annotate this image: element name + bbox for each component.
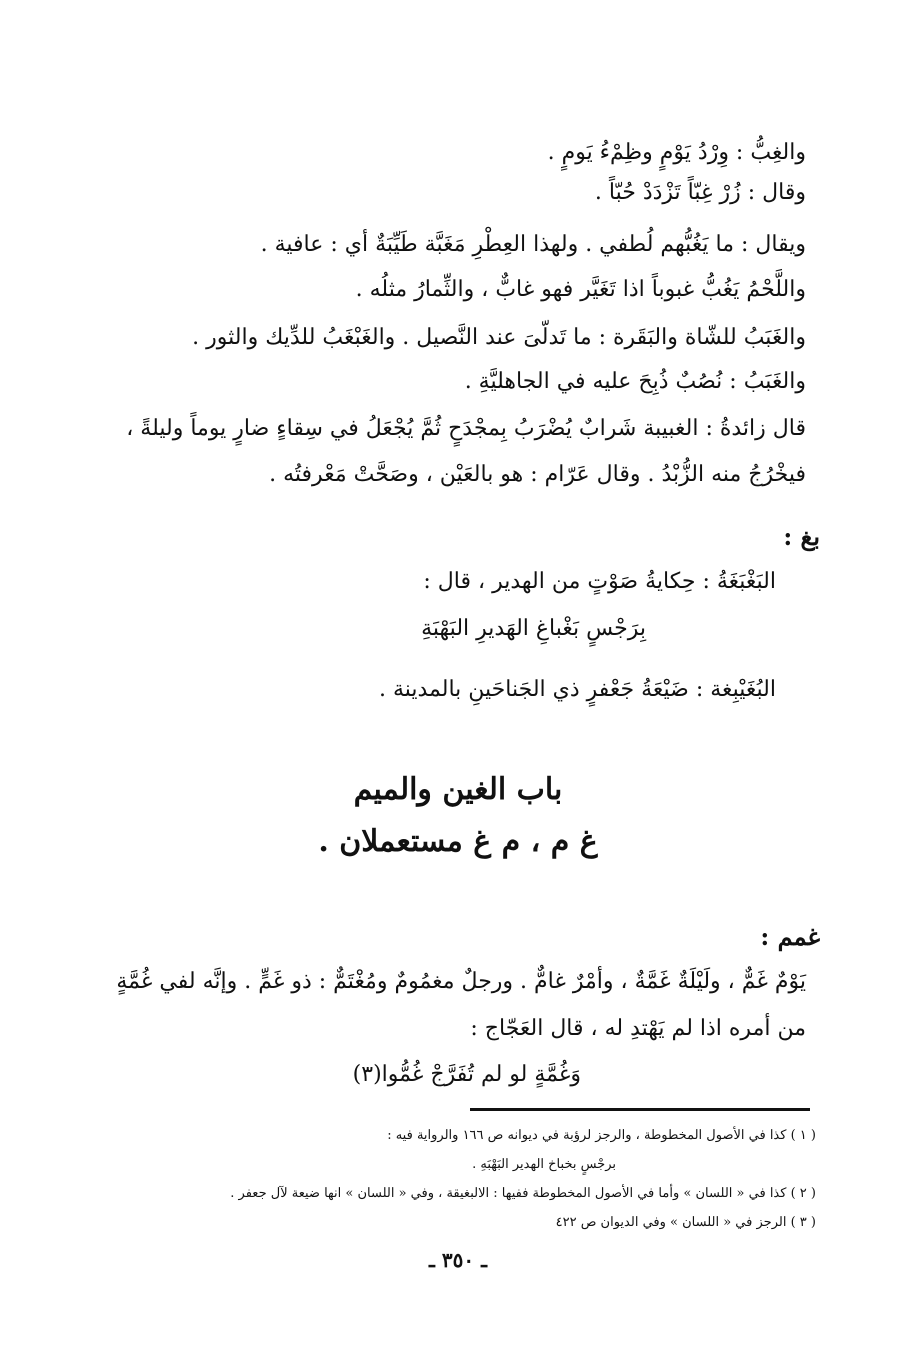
verse-line: وَغُمَّةٍ لو لم تُفَرَّجْ غُمُّوا(٣): [352, 1062, 581, 1087]
verse-line: بِرَجْسٍ بَغْباغِ الهَديرِ البَهْبَةِ: [421, 616, 646, 641]
footnote-2: ( ٢ ) كذا في « اللسان » وأما في الأصول المخطوطة ففيها : الالبغيقة ، وفي « اللسان » انها ضيعة لآل جعفر .: [230, 1186, 816, 1201]
chapter-subtitle: غ م ، م غ مستعملان .: [318, 824, 598, 859]
text-line: والغِبُّ : وِرْدُ يَوْمٍ وظِمْءُ يَومٍ .: [547, 140, 806, 165]
footnote-divider: [470, 1108, 810, 1111]
text-line: والغَبَبُ : نُصُبٌ ذُبِحَ عليه في الجاهليَّةِ .: [464, 369, 806, 394]
text-line: والغَبَبُ للشّاة والبَقَرة : ما تَدلّىَ عند النَّصيل . والغَبْغَبُ للدِّيك والثور .: [192, 325, 806, 350]
footnote-3: ( ٣ ) الرجز في « اللسان » وفي الديوان ص ٤٢٢: [555, 1215, 816, 1230]
entry-heading-bgh: بغ :: [783, 522, 820, 551]
entry-heading-ghm: غمم :: [760, 922, 820, 951]
text-line: قال زائدةُ : الغبيبة شَرابٌ يُضْرَبُ بِمجْدَحٍ ثُمَّ يُجْعَلُ في سِقاءٍ ضارٍ يوماً وليلةً ،: [126, 416, 806, 441]
text-line: وقال : زُرْ غِبّاً تَزْدَدْ حُبّاً .: [594, 180, 806, 205]
text-line: البُغَيْبِغة : ضَيْعَةُ جَعْفرٍ ذي الجَناحَينِ بالمدينة .: [378, 677, 776, 702]
page-number: ـ ٣٥٠ ـ: [429, 1248, 487, 1272]
footnote-1: ( ١ ) كذا في الأصول المخطوطة ، والرجز لرؤبة في ديوانه ص ١٦٦ والرواية فيه :: [387, 1128, 816, 1143]
text-line: البَغْبَغَةُ : حِكايةُ صَوْتٍ من الهدير ، قال :: [423, 569, 776, 594]
text-line: واللَّحْمُ يَغُبُّ غبوباً اذا تَغَيَّر فهو غابٌّ ، والثِّمارُ مثلُه .: [355, 277, 806, 302]
text-line: من أمره اذا لم يَهْتدِ له ، قال العَجّاج :: [470, 1016, 806, 1041]
text-line: ويقال : ما يَغُبُّهم لُطفي . ولهذا العِطْرِ مَغَبَّة طَيِّبَةٌ أي : عافية .: [260, 232, 806, 257]
footnote-1-verse: برجْسٍ بخباخ الهدير البَهْبَهِ .: [472, 1157, 616, 1172]
chapter-title: باب الغين والميم: [353, 772, 563, 807]
text-line: يَوْمٌ غَمٌّ ، ولَيْلَةٌ غَمَّةٌ ، وأمْرٌ غامٌّ . ورجلٌ مغمُومٌ ومُغْتَمٌّ : ذو غَمٍّ . وإنَّه لفي غُمَّةٍ: [116, 969, 806, 994]
text-line: فيخْرُجُ منه الزُّبْدُ . وقال عَرّام : هو بالعَيْن ، وصَحَّتْ مَعْرفتُه .: [269, 462, 806, 487]
